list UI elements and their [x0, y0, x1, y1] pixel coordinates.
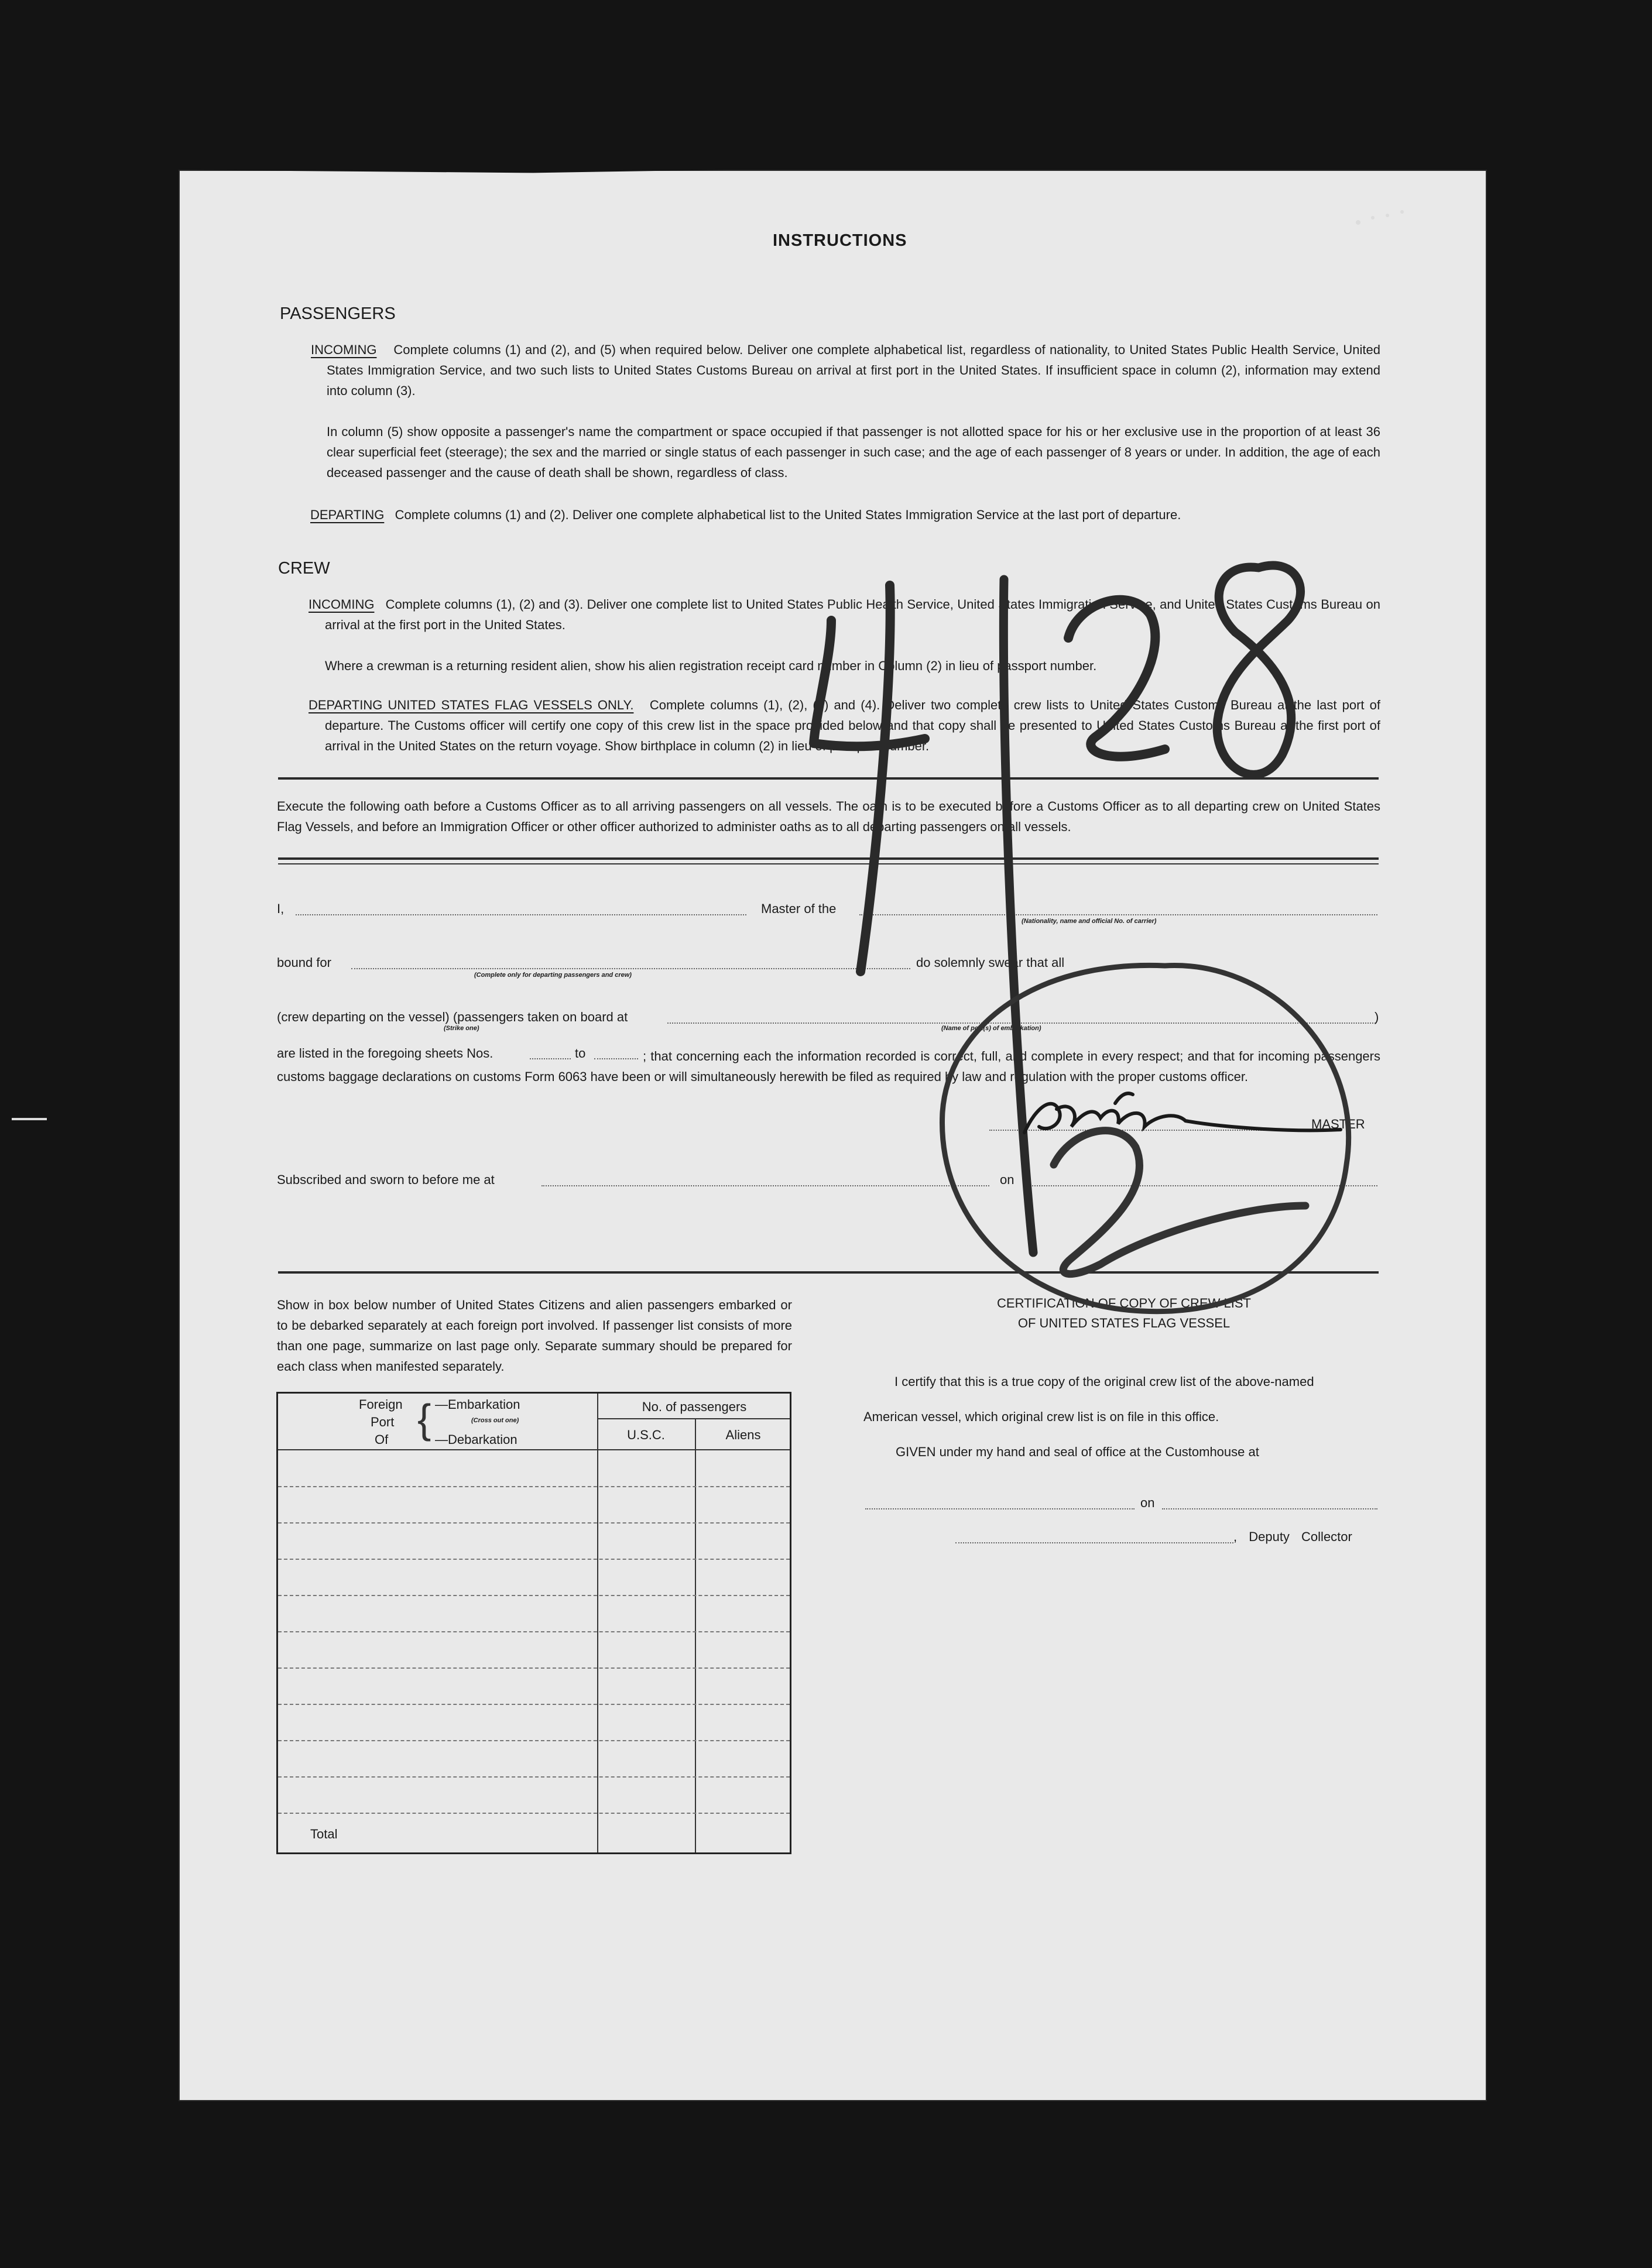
table-row	[278, 1559, 790, 1560]
table-debarkation-label: —Debarkation	[435, 1432, 517, 1447]
oath-subscribed-place-field[interactable]	[541, 1185, 989, 1186]
passengers-departing-text: Complete columns (1) and (2). Deliver one complete alphabetical list to the United States Immigration Service at the last port of departure.	[395, 507, 1181, 522]
table-port-label: Port	[371, 1415, 395, 1429]
oath-i-label: I,	[277, 901, 285, 916]
oath-subscribed-label: Subscribed and sworn to before me at	[277, 1172, 495, 1187]
certification-on-label: on	[1140, 1495, 1155, 1510]
table-total-label: Total	[310, 1827, 338, 1841]
oath-crew-departing-label: (crew departing on the vessel) (passengers taken on board at	[277, 1010, 628, 1024]
passengers-departing-paragraph	[310, 505, 1382, 525]
oath-name-field[interactable]	[296, 914, 746, 915]
crew-incoming-label: INCOMING	[309, 597, 375, 612]
table-aliens-header: Aliens	[725, 1428, 761, 1442]
table-row	[278, 1595, 790, 1596]
certification-heading-line2: OF UNITED STATES FLAG VESSEL	[1017, 1316, 1231, 1330]
oath-bottom-divider	[278, 1271, 1379, 1274]
crew-departing-label: DEPARTING UNITED STATES FLAG VESSELS ONLY.	[309, 698, 634, 712]
summary-table	[276, 1392, 791, 1854]
table-row	[278, 1667, 790, 1669]
oath-intro: Execute the following oath before a Customs Officer as to all arriving passengers on all vessels. The oath is to be executed before a Customs Officer as to all departing crew on United States Flag Vessels, and before an Immigration Officer or other officer authorized to administer oaths as to all departing passengers on all vessels.	[277, 799, 1380, 834]
oath-bound-for-label: bound for	[277, 955, 331, 970]
table-embarkation-label: —Embarkation	[435, 1397, 520, 1412]
oath-listed-prefix: are listed in the foregoing sheets Nos.	[277, 1046, 493, 1061]
oath-master-of-label: Master of the	[761, 901, 837, 916]
certification-heading	[913, 1293, 1335, 1333]
certification-deputy-label: , Deputy Collector	[1233, 1529, 1352, 1544]
table-row	[278, 1776, 790, 1778]
oath-bound-for-field[interactable]	[351, 968, 910, 969]
table-row	[278, 1522, 790, 1524]
table-no-of-passengers-header: No. of passengers	[642, 1399, 747, 1414]
oath-divider-top	[278, 857, 1379, 860]
master-signature-line[interactable]	[989, 1130, 1308, 1131]
oath-subscribed-date-field[interactable]	[1023, 1185, 1377, 1186]
passengers-incoming-label: INCOMING	[311, 342, 377, 357]
oath-divider-bottom	[278, 863, 1379, 864]
table-usc-header: U.S.C.	[627, 1428, 665, 1442]
crew-departing-text: Complete columns (1), (2), (3) and (4). Deliver two complete crew lists to United States Customs Bureau at the last port of departure. The Customs officer will certify one copy of this crew list in the space provided below and that copy shall be presented to United States Customs Bureau at the first port of arrival in the United States on the return voyage. Show birthplace in column (2) in lieu of passport number.	[325, 698, 1380, 753]
table-col-divider-1	[597, 1394, 598, 1852]
oath-listed-text: ; that concerning each the information recorded is correct, full, and complete in every respect; and that for incoming passengers customs baggage declarations on customs Form 6063 have been or will simultaneously herewith be filed as required by law and regulation with the proper customs officer.	[277, 1049, 1380, 1084]
oath-carrier-note: (Nationality, name and official No. of carrier)	[1022, 918, 1157, 925]
table-row	[278, 1704, 790, 1705]
oath-port-field[interactable]	[667, 1023, 1376, 1024]
oath-strike-note: (Strike one)	[444, 1025, 479, 1032]
passengers-column5-paragraph: In column (5) show opposite a passenger's name the compartment or space occupied if that passenger is not allotted space for his or her exclusive use in the proportion of at least 36 clear superficial feet (steerage); the sex and the married or single status of each passenger in such case; and the age of each passenger of 8 years or under. In addition, the age of each deceased passenger and the cause of death shall be shown, regardless of class.	[327, 424, 1380, 480]
table-header-rule	[278, 1449, 790, 1450]
oath-master-label: MASTER	[1311, 1117, 1365, 1131]
crew-departing-paragraph	[309, 695, 1380, 756]
crew-resident-paragraph: Where a crewman is a returning resident alien, show his alien registration receipt card number in Column (2) in lieu of passport number.	[325, 658, 1097, 673]
oath-close-paren: )	[1375, 1010, 1379, 1024]
oath-bound-note: (Complete only for departing passengers and crew)	[474, 972, 632, 979]
table-of-label: Of	[375, 1432, 389, 1447]
certification-date-field[interactable]	[1162, 1508, 1377, 1509]
table-row	[278, 1631, 790, 1632]
passengers-heading: PASSENGERS	[280, 304, 396, 323]
oath-carrier-field[interactable]	[859, 914, 1377, 915]
table-row	[278, 1486, 790, 1487]
crew-incoming-text: Complete columns (1), (2) and (3). Deliver one complete list to United States Public Health Service, United States Immigration Service, and United States Customs Bureau on arrival at the first port in the United States.	[325, 597, 1380, 632]
table-row	[278, 1740, 790, 1741]
table-col-divider-2	[695, 1418, 696, 1852]
oath-port-note: (Name of port(s) of embarkation)	[941, 1025, 1041, 1032]
summary-instructions: Show in box below number of United States Citizens and alien passengers embarked or to be debarked separately at each foreign port involved. If passenger list consists of more than one page, summarize on last page only. Separate summary should be prepared for each class when manifested separately.	[277, 1298, 792, 1374]
passengers-departing-label: DEPARTING	[310, 507, 385, 522]
oath-swear-label: do solemnly swear that all	[916, 955, 1065, 970]
table-brace: {	[417, 1396, 431, 1442]
certification-certify-line1: I certify that this is a true copy of the original crew list of the above-named	[894, 1374, 1314, 1389]
certification-heading-line1: CERTIFICATION OF COPY OF CREW LIST	[997, 1296, 1251, 1310]
passengers-incoming-paragraph	[311, 339, 1380, 401]
certification-certify-line2: American vessel, which original crew list is on file in this office.	[863, 1409, 1219, 1424]
certification-place-field[interactable]	[865, 1508, 1135, 1509]
crew-incoming-paragraph	[309, 594, 1380, 635]
table-foreign-label: Foreign	[359, 1397, 403, 1412]
deputy-signature-line[interactable]	[955, 1542, 1233, 1543]
certification-given-line: GIVEN under my hand and seal of office at the Customhouse at	[896, 1444, 1259, 1459]
table-cross-out-note: (Cross out one)	[471, 1417, 519, 1424]
passengers-incoming-text: Complete columns (1) and (2), and (5) when required below. Deliver one complete alphabetical list, regardless of nationality, to United States Public Health Service, United States Immigration Service, and two such lists to United States Customs Bureau on arrival at first port in the United States. If insufficient space in column (2), information may extend into column (3).	[327, 342, 1380, 398]
page-title: INSTRUCTIONS	[773, 231, 907, 250]
oath-listed-to: to	[575, 1046, 586, 1061]
oath-on-label: on	[1000, 1172, 1014, 1187]
table-row	[278, 1813, 790, 1814]
section-divider	[278, 777, 1379, 780]
table-subheader-rule	[597, 1418, 790, 1419]
crew-heading: CREW	[278, 559, 330, 578]
